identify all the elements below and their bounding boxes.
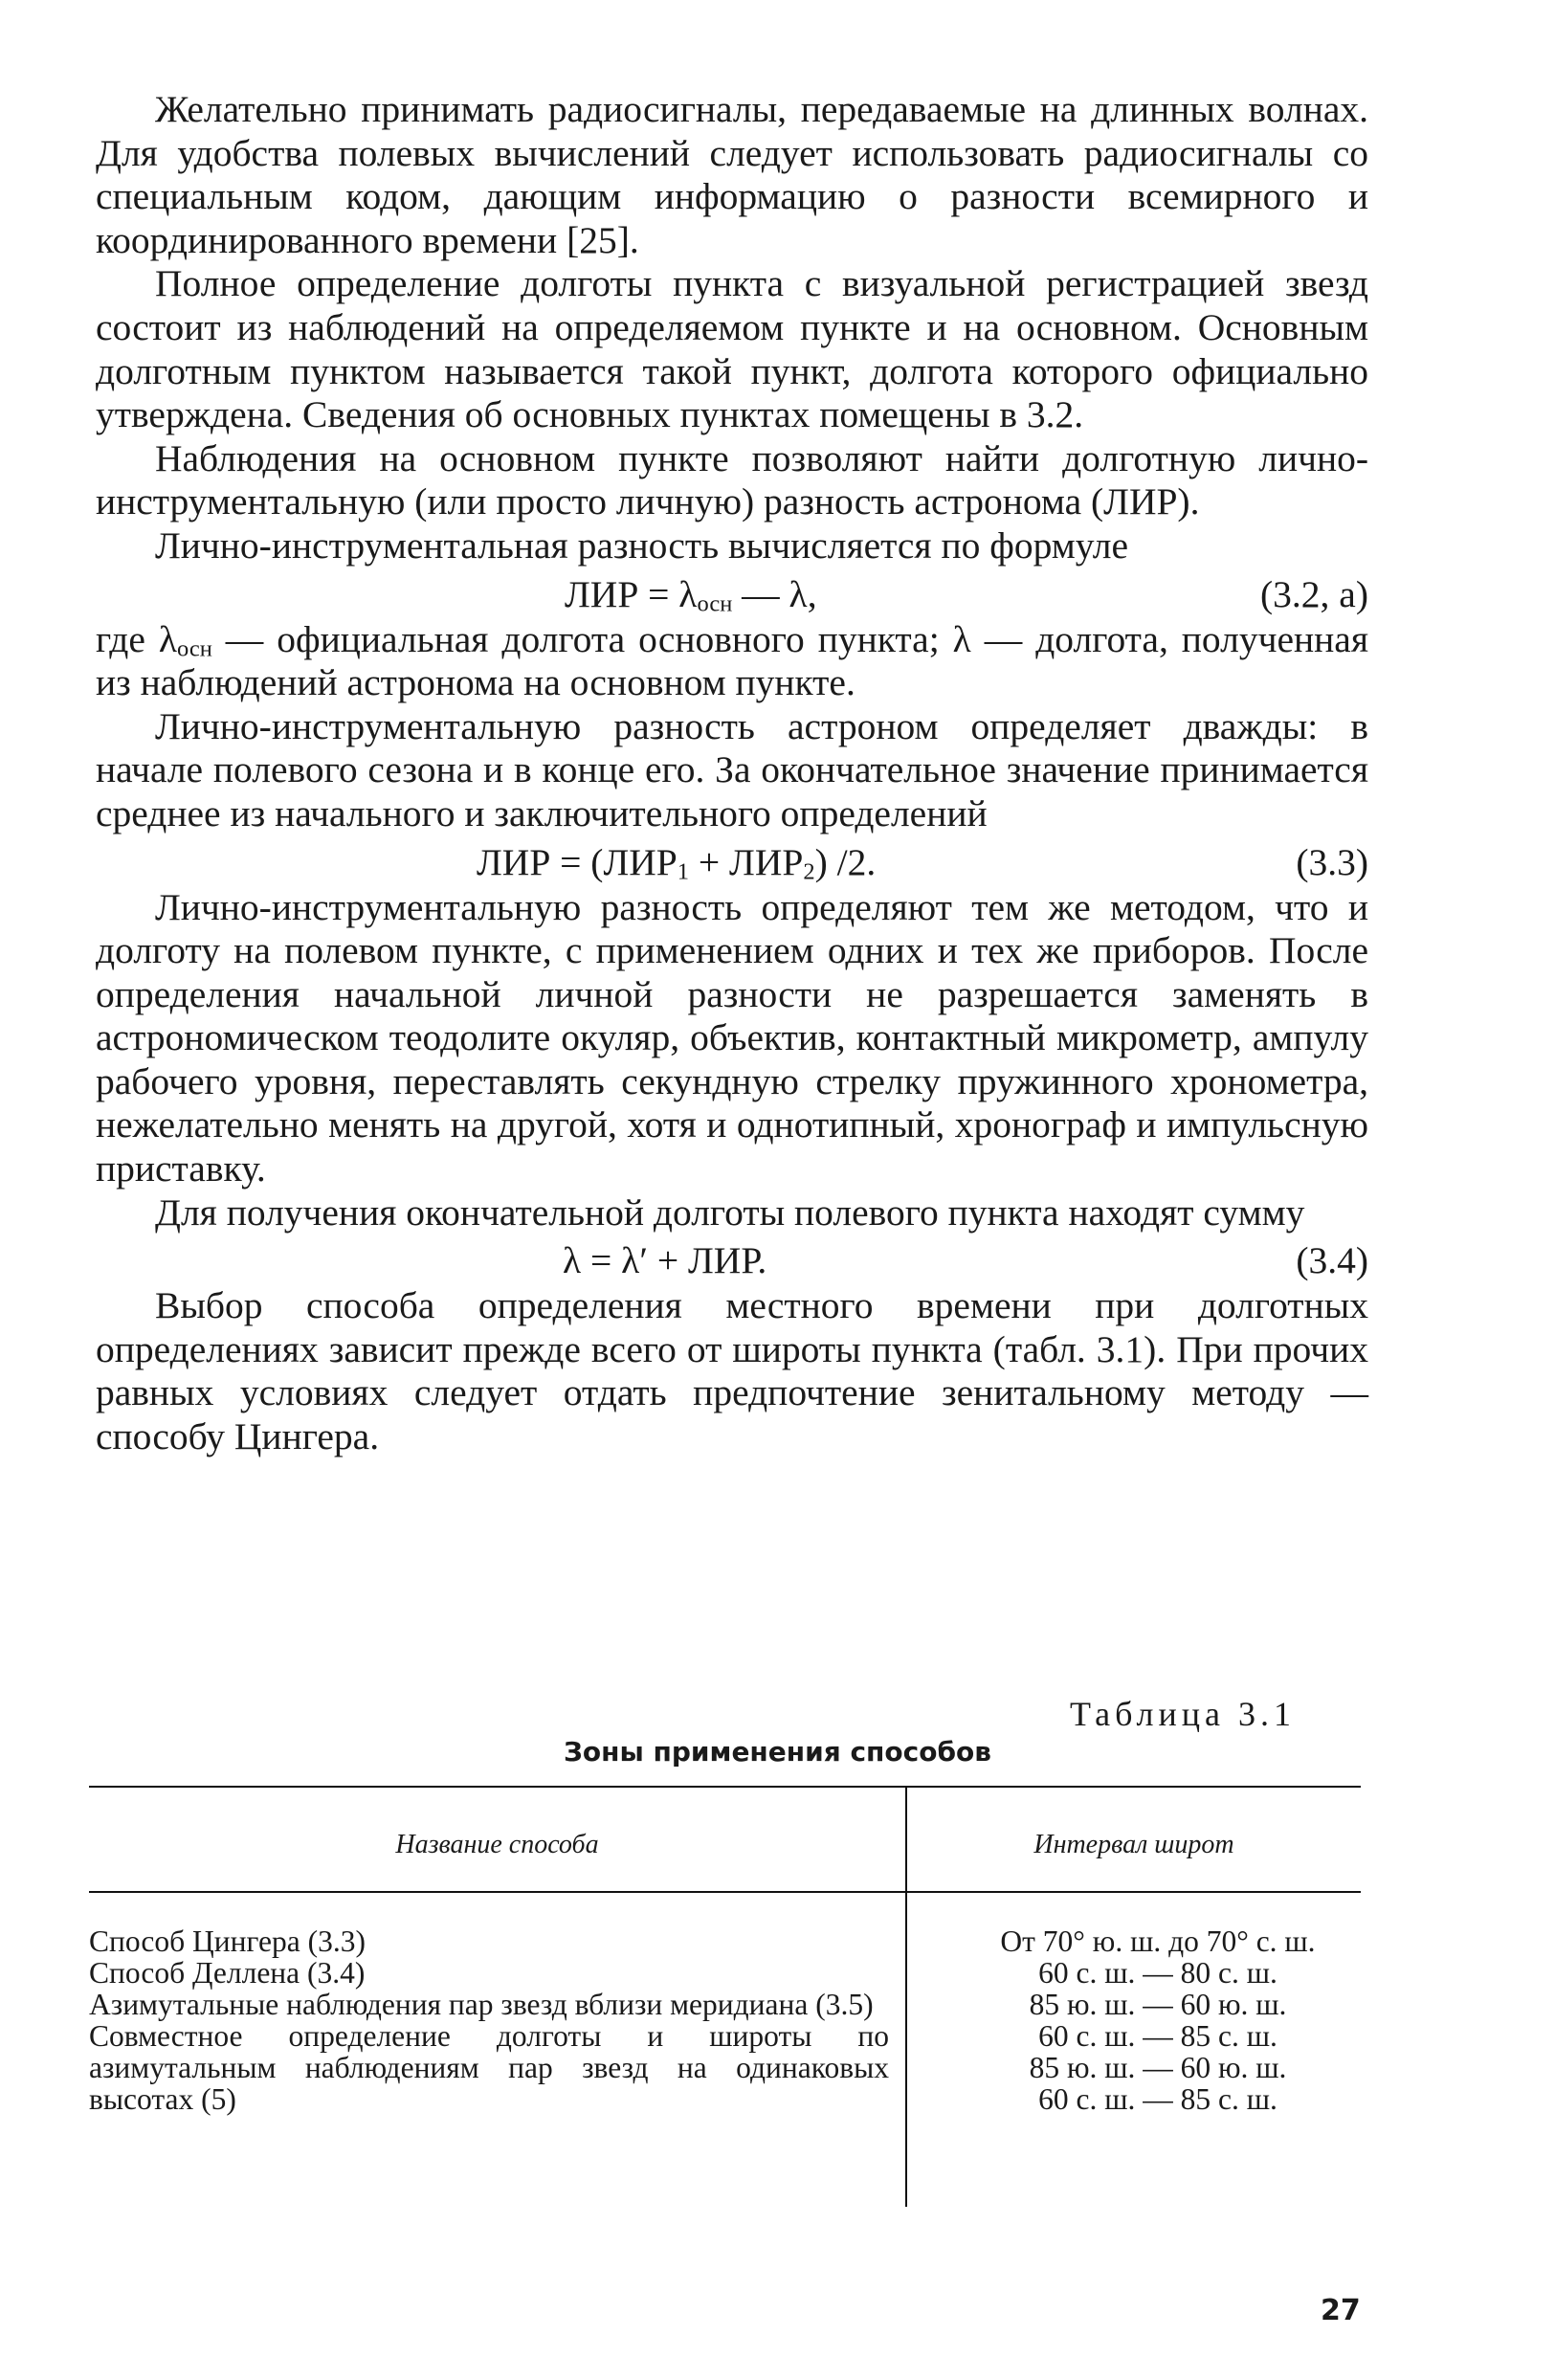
paragraph-lir-method: Лично-инструментальную разность определяют тем же методом, что и долготу на полевом пункте, с применением одних и тех же приборов. После определения начальной личной разности не разрешается заменять в астрономическом теодолите окуляр, объектив, контактный микрометр, ампулу рабочего уровня, переставлять секундную стрелку пружинного хронометра, нежелательно менять на другой, хотя и однотипный, хронограф и импульсную приставку.: [96, 885, 1368, 1190]
table-interval-row: 60 с. ш. — 85 с. ш.: [1038, 2019, 1277, 2053]
table-methods-column: [89, 1925, 889, 2115]
paragraph-where-lambda: где $\lambda_{осн}$ — официальная долгота основного пункта; λ — долгота, полученная из наблюдений астронома на основном пункте.: [96, 617, 1368, 704]
table-intervals-column: [947, 1925, 1368, 2115]
table-caption: Таблица 3.1: [1070, 1695, 1296, 1733]
table-header-rule: [89, 1891, 1361, 1893]
formula-3-4-expression: λ = λ′ + ЛИР.: [563, 1239, 767, 1282]
table-interval-row: 60 с. ш. — 80 с. ш.: [1038, 1956, 1277, 1990]
table-header-method: Название способа: [395, 1830, 599, 1859]
formula-3-2a: [96, 572, 1368, 616]
paragraph-lir-formula-lead: Лично-инструментальная разность вычисляется по формуле: [155, 523, 1128, 567]
table-interval-row: 85 ю. ш. — 60 ю. ш.: [1029, 2051, 1287, 2084]
table-title: Зоны применения способов: [564, 1736, 991, 1768]
paragraph-method-choice: Выбор способа определения местного времени при долготных определениях зависит прежде всего от широты пункта (табл. 3.1). При прочих равных условиях следует отдать предпочтение зенитальному методу — способу Цингера.: [96, 1284, 1368, 1458]
table-interval-row: 85 ю. ш. — 60 ю. ш.: [1029, 1988, 1287, 2021]
table-method-row: Способ Цингера (3.3): [89, 1924, 366, 1958]
table-body-divider: [905, 1891, 907, 2207]
formula-3-2a-number: (3.2, а): [1260, 572, 1368, 615]
table-method-row: Способ Деллена (3.4): [89, 1956, 366, 1990]
table-top-rule: [89, 1786, 1361, 1788]
paragraph-lir-intro: Наблюдения на основном пункте позволяют найти долготную лично-инструментальную (или просто личную) разность астронома (ЛИР).: [96, 436, 1368, 523]
formula-3-3-expression: ЛИР = $(ЛИР_1 + ЛИР_2)$ /2.: [477, 840, 877, 884]
formula-3-3-number: (3.3): [1296, 840, 1368, 883]
table-method-row: Совместное определение долготы и широты по азимутальным наблюдениям пар звезд на одинаковых высотах (5): [89, 2019, 889, 2116]
paragraph-radiosignals: Желательно принимать радиосигналы, передаваемые на длинных волнах. Для удобства полевых вычислений следует использовать радиосигналы со специальным кодом, дающим информацию о разности всемирного и координированного времени [25].: [96, 88, 1368, 261]
paragraph-lir-twice: Лично-инструментальную разность астроном определяет дважды: в начале полевого сезона и в конце его. За окончательное значение принимается среднее из начального и заключительного определений: [96, 704, 1368, 834]
formula-3-2a-expression: ЛИР = $\lambda_{осн}$ — λ,: [565, 572, 817, 616]
paragraph-longitude-definition: Полное определение долготы пункта с визуальной регистрацией звезд состоит из наблюдений на определяемом пункте и на основном. Основным долготным пунктом называется такой пункт, долгота которого официально утверждена. Сведения об основных пунктах помещены в 3.2.: [96, 262, 1368, 436]
table-interval-row: 60 с. ш. — 85 с. ш.: [1038, 2082, 1277, 2116]
table-method-row: Азимутальные наблюдения пар звезд вблизи меридиана (3.5): [89, 1988, 874, 2021]
formula-3-3: [96, 840, 1368, 884]
formula-3-4-number: (3.4): [1296, 1239, 1368, 1282]
formula-3-4: [96, 1238, 1368, 1282]
body-text: [96, 88, 1368, 1459]
table-interval-row: От 70° ю. ш. до 70° с. ш.: [1000, 1924, 1316, 1958]
paragraph-final-longitude: Для получения окончательной долготы полевого пункта находят сумму: [155, 1190, 1305, 1234]
table-header-latitude: Интервал широт: [1033, 1830, 1234, 1859]
page-number: 27: [1321, 2294, 1361, 2327]
